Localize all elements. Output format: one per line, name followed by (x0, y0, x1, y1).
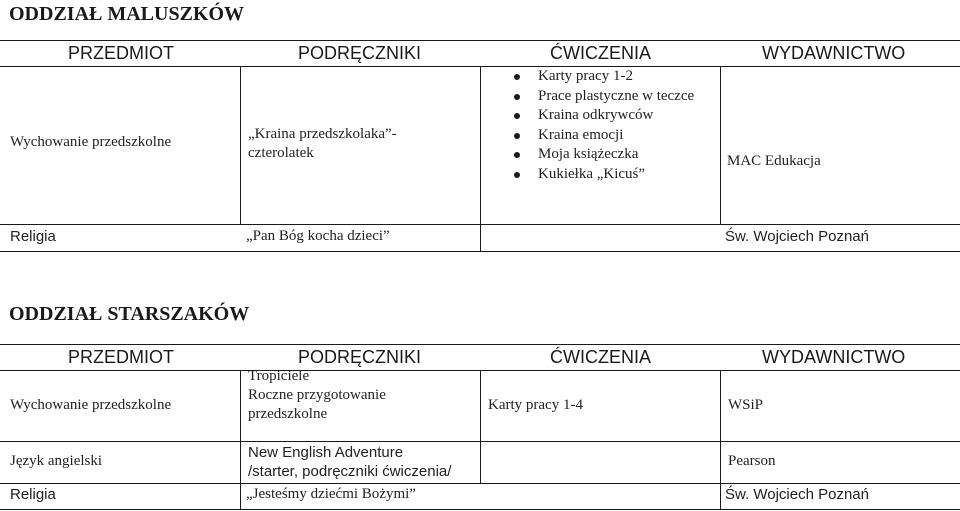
list-item: Karty pracy 1-2 (510, 67, 694, 87)
table-2-bottom-border (0, 509, 960, 510)
textbook-cell-line1: New English Adventure (248, 444, 404, 461)
textbook-cell: „Pan Bóg kocha dzieci” (246, 228, 390, 244)
table-1-header-przedmiot: PRZEDMIOT (68, 43, 174, 63)
table-2-header-cwiczenia: ĆWICZENIA (550, 347, 651, 367)
table-2-col-divider-3 (720, 370, 721, 509)
publisher-cell: Św. Wojciech Poznań (725, 486, 869, 503)
exercises-cell: Karty pracy 1-4 (488, 397, 583, 413)
subject-cell: Wychowanie przedszkolne (10, 397, 172, 413)
list-item: Kraina emocji (510, 126, 694, 146)
publisher-cell: Pearson (728, 453, 776, 469)
subject-cell: Język angielski (10, 453, 103, 469)
table-2-col-divider-1 (240, 370, 241, 509)
section-title-starszakow: ODDZIAŁ STARSZAKÓW (9, 303, 250, 325)
table-1-header-podreczniki: PODRĘCZNIKI (298, 43, 422, 63)
table-2-header-wydawnictwo: WYDAWNICTWO (762, 347, 906, 367)
table-1-header-wydawnictwo: WYDAWNICTWO (762, 43, 906, 63)
textbook-cell-line3: przedszkolne (248, 406, 328, 422)
table-1-col-divider-2 (480, 66, 481, 251)
section-title-maluszkow: ODDZIAŁ MALUSZKÓW (9, 3, 245, 25)
table-2-header-podreczniki: PODRĘCZNIKI (298, 347, 422, 367)
list-item: Moja książeczka (510, 145, 694, 165)
subject-cell: Wychowanie przedszkolne (10, 134, 172, 150)
textbook-cell: „Jesteśmy dziećmi Bożymi” (246, 486, 416, 502)
table-1-col-divider-3 (720, 66, 721, 224)
table-1-top-border (0, 40, 960, 41)
table-1-bottom-border (0, 251, 960, 252)
textbook-cell-line2: /starter, podręczniki ćwiczenia/ (248, 463, 452, 480)
textbook-cell-line2: Roczne przygotowanie (248, 387, 386, 403)
table-1-header-cwiczenia: ĆWICZENIA (550, 43, 651, 63)
publisher-cell: WSiP (728, 397, 764, 413)
table-1-col-divider-1 (240, 66, 241, 224)
subject-cell: Religia (10, 486, 56, 503)
publisher-cell: Św. Wojciech Poznań (725, 228, 869, 245)
textbook-cell-line1: „Kraina przedszkolaka”- (248, 126, 397, 142)
table-2-col-divider-2 (480, 370, 481, 483)
textbook-cell-line1: Tropiciele (248, 368, 310, 384)
textbook-cell-line2: czterolatek (248, 145, 314, 161)
publisher-cell: MAC Edukacja (727, 153, 821, 169)
subject-cell: Religia (10, 228, 56, 245)
table-2-row-divider-2 (0, 483, 960, 484)
list-item: Prace plastyczne w teczce (510, 87, 694, 107)
list-item: Kraina odkrywców (510, 106, 694, 126)
table-2-top-border (0, 344, 960, 345)
exercises-list (510, 67, 694, 184)
list-item: Kukiełka „Kicuś” (510, 165, 694, 185)
table-2-header-przedmiot: PRZEDMIOT (68, 347, 174, 367)
